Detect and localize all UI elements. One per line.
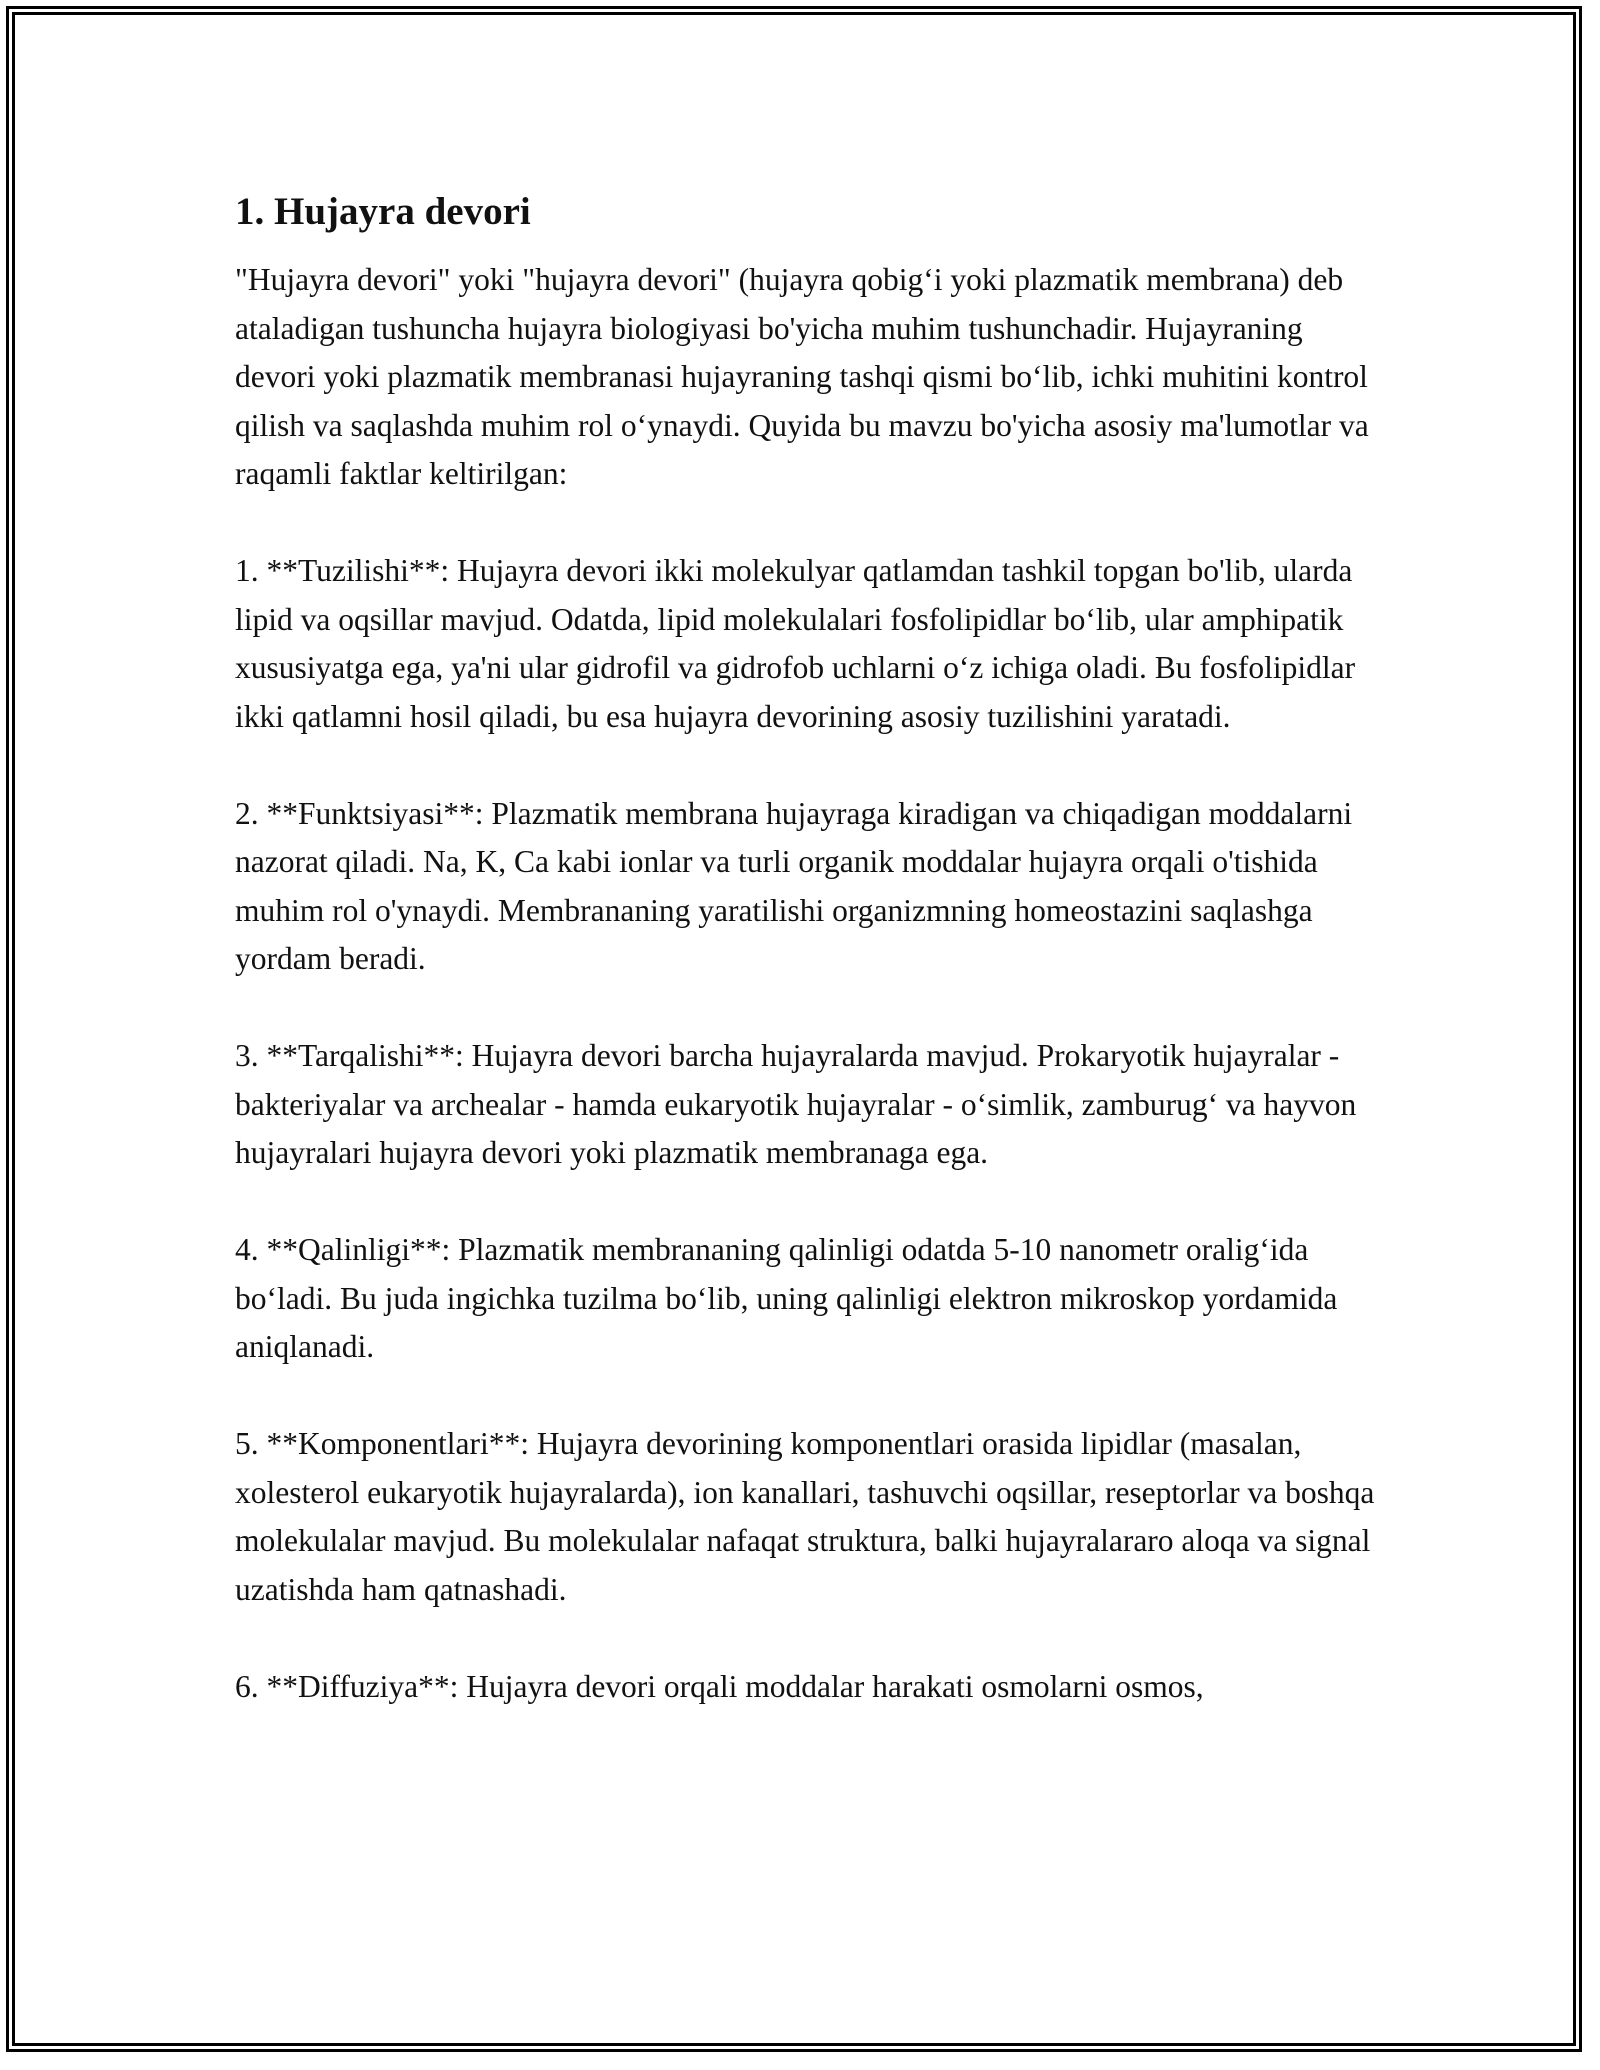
list-item-thickness: 4. **Qalinligi**: Plazmatik membrananing qalinligi odatda 5-10 nanometr oralig‘ida bo‘ladi. Bu juda ingichka tuzilma bo‘lib, uning qalinligi elektron mikroskop yordamida aniqlanadi.	[235, 1232, 1338, 1364]
intro-paragraph: "Hujayra devori" yoki "hujayra devori" (hujayra qobig‘i yoki plazmatik membrana) deb ataladigan tushuncha hujayra biologiyasi bo'yicha muhim tushunchadir. Hujayraning devori yoki plazmatik membranasi hujayraning tashqi qismi bo‘lib, ichki muhitini kontrol qilish va saqlashda muhim rol o‘ynaydi. Quyida bu mavzu bo'yicha asosiy ma'lumotlar va raqamli faktlar keltirilgan:	[235, 262, 1369, 491]
list-item-distribution: 3. **Tarqalishi**: Hujayra devori barcha hujayralarda mavjud. Prokaryotik hujayralar - bakteriyalar va archealar - hamda eukaryotik hujayralar - o‘simlik, zamburug‘ va hayvon hujayralari hujayra devori yoki plazmatik membranaga ega.	[235, 1038, 1357, 1170]
list-item-function: 2. **Funktsiyasi**: Plazmatik membrana hujayraga kiradigan va chiqadigan moddalarni nazorat qiladi. Na, K, Ca kabi ionlar va turli organik moddalar hujayra orqali o'tishida muhim rol o'ynaydi. Membrananing yaratilishi organizmning homeostazini saqlashga yordam beradi.	[235, 795, 1353, 976]
document-title: 1. Hujayra devori	[235, 190, 531, 233]
document-body	[235, 186, 1375, 1760]
list-item-structure: 1. **Tuzilishi**: Hujayra devori ikki molekulyar qatlamdan tashkil topgan bo'lib, ularda lipid va oqsillar mavjud. Odatda, lipid molekulalari fosfolipidlar bo‘lib, ular amphipatik xususiyatga ega, ya'ni ular gidrofil va gidrofob uchlarni o‘z ichiga oladi. Bu fosfolipidlar ikki qatlamni hosil qiladi, bu esa hujayra devorining asosiy tuzilishini yaratadi.	[235, 553, 1356, 734]
list-item-diffusion: 6. **Diffuziya**: Hujayra devori orqali moddalar harakati osmolarni osmos,	[235, 1668, 1204, 1704]
list-item-components: 5. **Komponentlari**: Hujayra devorining komponentlari orasida lipidlar (masalan, xolesterol eukaryotik hujayralarda), ion kanallari, tashuvchi oqsillar, reseptorlar va boshqa molekulalar mavjud. Bu molekulalar nafaqat struktura, balki hujayralararo aloqa va signal uzatishda ham qatnashadi.	[235, 1426, 1375, 1607]
